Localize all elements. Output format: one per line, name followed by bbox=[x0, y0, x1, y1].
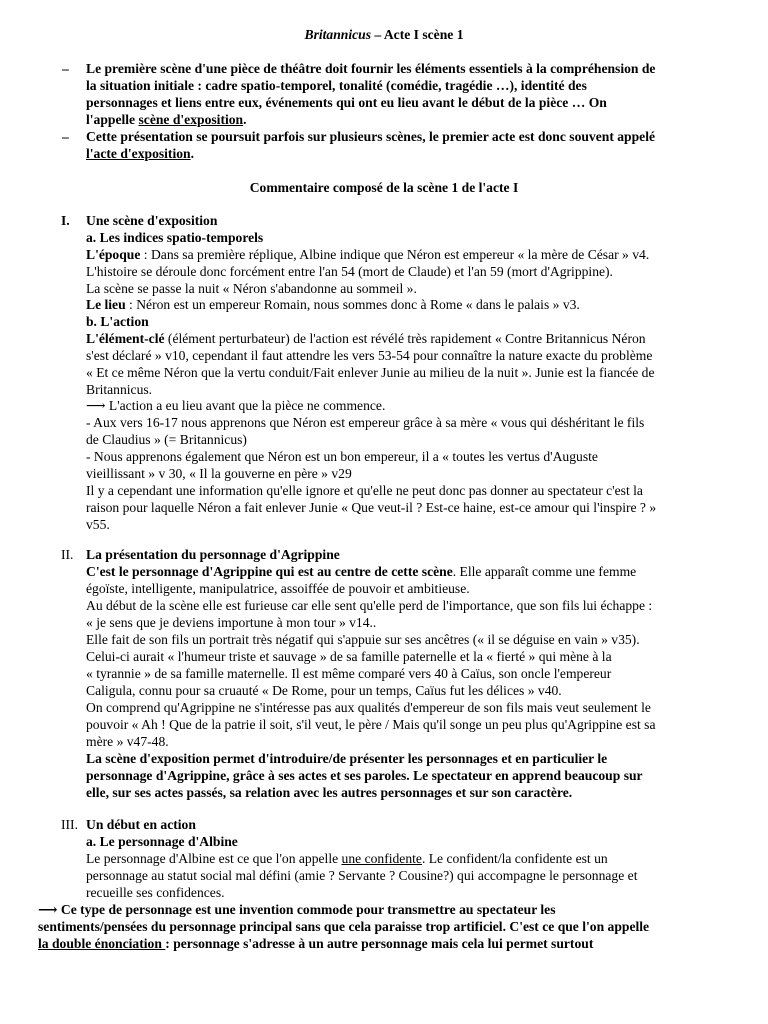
subsection-heading: a. Les indices spatio-temporels bbox=[86, 230, 264, 245]
body-line: recueille ses confidences. bbox=[86, 885, 225, 900]
body-line: « tyrannie » de sa famille maternelle. Il est même comparé vers 40 à Caïus, son oncle l'empereur bbox=[86, 666, 612, 681]
body-line: Il y a cependant une information qu'elle ignore et qu'elle ne peut donc pas donner au spectateur c'est la bbox=[86, 483, 643, 498]
subsection-heading: b. L'action bbox=[86, 314, 149, 329]
body-line: personnage au statut social mal défini (amie ? Servante ? Cousine?) qui accompagne le personnage et bbox=[86, 868, 638, 883]
body-line: vieillissant » v 30, « Il la gouverne en père » v29 bbox=[86, 466, 352, 481]
subsection-heading: a. Le personnage d'Albine bbox=[86, 834, 238, 849]
body-line: - Aux vers 16-17 nous apprenons que Néron est empereur grâce à sa mère « vous qui déshéritant le fils bbox=[86, 415, 645, 430]
section-heading: La présentation du personnage d'Agrippine bbox=[86, 547, 340, 562]
body-line: Le personnage d'Albine est ce que l'on appelle une confidente. Le confident/la confidente est un bbox=[86, 851, 608, 866]
body-line: Celui-ci aurait « l'humeur triste et sauvage » de sa famille paternelle et la « fierté » qui mène à la bbox=[86, 649, 612, 664]
title-scene: – Acte I scène 1 bbox=[371, 27, 464, 42]
commentary-subtitle: Commentaire composé de la scène 1 de l'acte I bbox=[249, 180, 519, 195]
bullet-dash: – bbox=[62, 61, 69, 76]
body-line: égoïste, intelligente, manipulatrice, assoiffée de pouvoir et ambitieuse. bbox=[86, 581, 470, 596]
intro-line: Cette présentation se poursuit parfois sur plusieurs scènes, le premier acte est donc souvent appelé bbox=[86, 129, 656, 144]
body-line: raison pour laquelle Néron a fait enlever Junie « Que veut-il ? Est-ce haine, est-ce amour qui l'inspire ? » bbox=[86, 500, 657, 515]
term-scene-exposition: scène d'exposition bbox=[138, 112, 244, 127]
body-line: mère » v47-48. bbox=[86, 734, 169, 749]
section-heading: Un début en action bbox=[86, 817, 196, 832]
body-line: La scène se passe la nuit « Néron s'abandonne au sommeil ». bbox=[86, 281, 417, 296]
bullet-dash: – bbox=[62, 129, 69, 144]
section-number: III. bbox=[61, 817, 78, 832]
intro-line: l'appelle scène d'exposition. bbox=[86, 112, 247, 127]
body-line: - Nous apprenons également que Néron est un bon empereur, il a « toutes les vertus d'Auguste bbox=[86, 449, 598, 464]
term-double-enonciation: la double énonciation bbox=[38, 936, 166, 951]
body-line: Elle fait de son fils un portrait très négatif qui s'appuie sur ses ancêtres (« il se déguise en vain » v35). bbox=[86, 632, 640, 647]
body-line: « je sens que je deviens importune à mon tour » v14.. bbox=[86, 615, 377, 630]
conclusion-line: ⟶ Ce type de personnage est une invention commode pour transmettre au spectateur les bbox=[38, 902, 556, 917]
body-line: Le lieu : Néron est un empereur Romain, nous sommes donc à Rome « dans le palais » v3. bbox=[86, 297, 580, 312]
term-confidente: une confidente bbox=[341, 851, 422, 866]
body-line: ⟶ L'action a eu lieu avant que la pièce ne commence. bbox=[86, 398, 386, 413]
body-line: v55. bbox=[86, 517, 110, 532]
body-line: de Claudius » (= Britannicus) bbox=[86, 432, 247, 447]
conclusion-line: La scène d'exposition permet d'introduire/de présenter les personnages et en particulier le bbox=[86, 751, 608, 766]
intro-line: Le première scène d'une pièce de théâtre doit fournir les éléments essentiels à la compréhension de bbox=[86, 61, 656, 76]
body-line: Caligula, connu pour sa cruauté « De Rome, pour un temps, Caïus fut les délices » v40. bbox=[86, 683, 562, 698]
body-line: C'est le personnage d'Agrippine qui est au centre de cette scène. Elle apparaît comme une femme bbox=[86, 564, 637, 579]
body-line: Britannicus. bbox=[86, 382, 153, 397]
conclusion-line: sentiments/pensées du personnage principal sans que cela paraisse trop artificiel. C'est ce que l'on appelle bbox=[38, 919, 650, 934]
document-title bbox=[0, 26, 768, 43]
section-heading: Une scène d'exposition bbox=[86, 213, 218, 228]
body-line: s'est déclaré » v10, cependant il faut attendre les vers 53-54 pour connaître la nature exacte du problème bbox=[86, 348, 653, 363]
body-line: pouvoir « Ah ! Que de la patrie il soit, s'il veut, le père / Mais qu'il songe un peu plus qu'Agrippine est sa bbox=[86, 717, 656, 732]
conclusion-line: la double énonciation : personnage s'adresse à un autre personnage mais cela lui permet surtout bbox=[38, 936, 594, 951]
section-number: II. bbox=[61, 547, 74, 562]
term-acte-exposition: l'acte d'exposition bbox=[86, 146, 191, 161]
body-line: L'époque : Dans sa première réplique, Albine indique que Néron est empereur « la mère de César » v4. bbox=[86, 247, 650, 262]
intro-line: personnages et liens entre eux, événements qui ont eu lieu avant le début de la pièce … On bbox=[86, 95, 607, 110]
body-line: On comprend qu'Agrippine ne s'intéresse pas aux qualités d'empereur de son fils mais veut seulement le bbox=[86, 700, 651, 715]
body-line: L'élément-clé (élément perturbateur) de l'action est révélé très rapidement « Contre Britannicus Néron bbox=[86, 331, 646, 346]
body-line: Au début de la scène elle est furieuse car elle sent qu'elle perd de l'importance, que son fils lui échappe : bbox=[86, 598, 653, 613]
intro-line: la situation initiale : cadre spatio-temporel, tonalité (comédie, tragédie …), identité des bbox=[86, 78, 587, 93]
intro-line: l'acte d'exposition. bbox=[86, 146, 195, 161]
body-line: « Et ce même Néron que la vertu conduit/Fait enlever Junie au milieu de la nuit ». Junie est la fiancée de bbox=[86, 365, 655, 380]
body-line: L'histoire se déroule donc forcément entre l'an 54 (mort de Claude) et l'an 59 (mort d'Agrippine). bbox=[86, 264, 613, 279]
conclusion-line: personnage d'Agrippine, grâce à ses actes et ses paroles. Le spectateur en apprend beaucoup sur bbox=[86, 768, 643, 783]
title-play-name: Britannicus bbox=[304, 27, 371, 42]
section-number: I. bbox=[61, 213, 70, 228]
conclusion-line: elle, sur ses actes passés, sa relation avec les autres personnages et sur son caractère. bbox=[86, 785, 573, 800]
